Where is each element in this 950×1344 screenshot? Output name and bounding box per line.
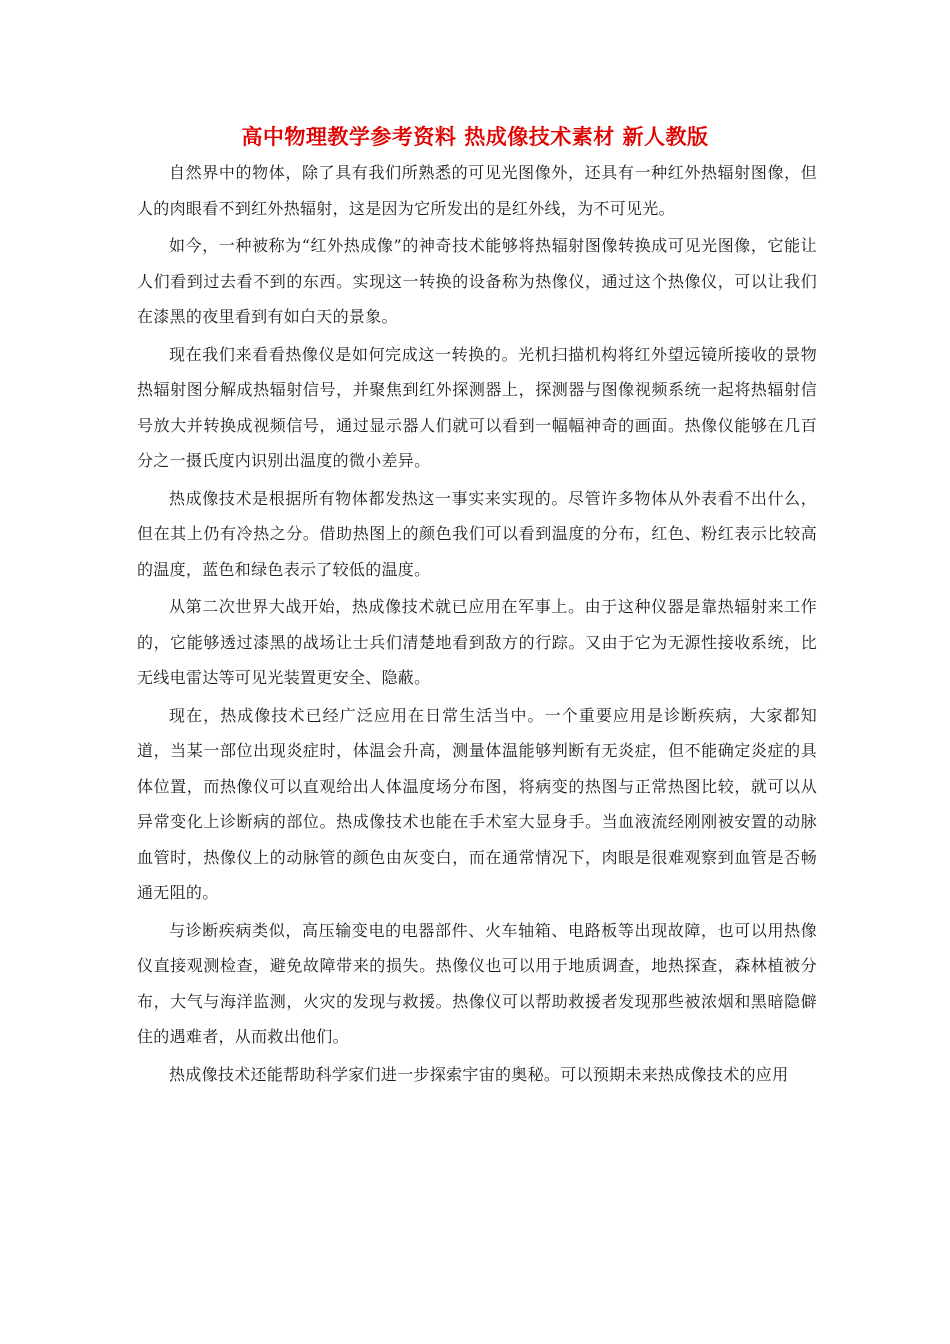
paragraph-1: 自然界中的物体，除了具有我们所熟悉的可见光图像外，还具有一种红外热辐射图像，但人的肉眼看不到红外热辐射，这是因为它所发出的是红外线，为不可见光。 (137, 163, 817, 218)
paragraph-6: 现在，热成像技术已经广泛应用在日常生活当中。一个重要应用是诊断疾病，大家都知道，当某一部位出现炎症时，体温会升高，测量体温能够判断有无炎症，但不能确定炎症的具体位置，而热像仪可以直观给出人体温度场分布图，将病变的热图与正常热图比较，就可以从异常变化上诊断病的部位。热成像技术也能在手术室大显身手。当血液流经刚刚被安置的动脉血管时，热像仪上的动脉管的颜色由灰变白，而在通常情况下，肉眼是很难观察到血管是否畅通无阻的。 (137, 705, 817, 902)
paragraph-3: 现在我们来看看热像仪是如何完成这一转换的。光机扫描机构将红外望远镜所接收的景物热辐射图分解成热辐射信号，并聚焦到红外探测器上，探测器与图像视频系统一起将热辐射信号放大并转换成视频信号，通过显示器人们就可以看到一幅幅神奇的画面。热像仪能够在几百分之一摄氏度内识别出温度的微小差异。 (137, 344, 817, 470)
paragraph-5: 从第二次世界大战开始，热成像技术就已应用在军事上。由于这种仪器是靠热辐射来工作的，它能够透过漆黑的战场让士兵们清楚地看到敌方的行踪。又由于它为无源性接收系统，比无线电雷达等可见光装置更安全、隐蔽。 (137, 597, 817, 687)
paragraph-2: 如今，一种被称为“红外热成像”的神奇技术能够将热辐射图像转换成可见光图像，它能让人们看到过去看不到的东西。实现这一转换的设备称为热像仪，通过这个热像仪，可以让我们在漆黑的夜里看到有如白天的景象。 (137, 236, 817, 326)
paragraph-4: 热成像技术是根据所有物体都发热这一事实来实现的。尽管许多物体从外表看不出什么，但在其上仍有冷热之分。借助热图上的颜色我们可以看到温度的分布，红色、粉红表示比较高的温度，蓝色和绿色表示了较低的温度。 (137, 488, 817, 579)
document-title: 高中物理教学参考资料 热成像技术素材 新人教版 (241, 125, 709, 149)
document-body (137, 155, 817, 1094)
paragraph-8: 热成像技术还能帮助科学家们进一步探索宇宙的奥秘。可以预期未来热成像技术的应用 (169, 1064, 789, 1084)
paragraph-7: 与诊断疾病类似，高压输变电的电器部件、火车轴箱、电路板等出现故障，也可以用热像仪直接观测检查，避免故障带来的损失。热像仪也可以用于地质调查，地热探查，森林植被分布，大气与海洋监测，火灾的发现与救援。热像仪可以帮助救援者发现那些被浓烟和黑暗隐僻住的遇难者，从而救出他们。 (137, 920, 817, 1046)
